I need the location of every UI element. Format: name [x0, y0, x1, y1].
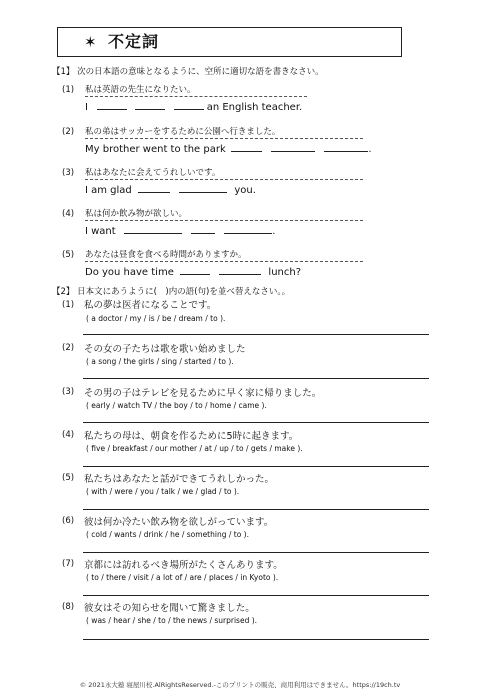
section2-heading: 【2】 日本文にあうように( )内の語(句)を並べ替えなさい。。	[52, 287, 291, 297]
s2-item5-words: ( with / were / you / talk / we / glad / to ).	[86, 487, 240, 496]
s2-item6-japanese: 彼は何か冷たい飲み物を欲しがっています。	[84, 517, 274, 528]
s2-item1-number: (1)	[62, 300, 75, 310]
s2-item1-japanese: 私の夢は医者になることです。	[84, 300, 217, 311]
s1-item5-blank1[interactable]	[180, 265, 210, 275]
s2-item8-answer-line[interactable]	[83, 639, 429, 640]
s2-item4-answer-line[interactable]	[83, 466, 429, 467]
s1-item1-en-before: I	[85, 102, 88, 113]
s2-item4-number: (4)	[62, 430, 75, 440]
s1-item4-number: (4)	[62, 209, 75, 219]
s2-item4-japanese: 私たちの母は、朝食を作るために5時に起きます。	[84, 431, 299, 442]
s2-item3-words: ( early / watch TV / the boy / to / home / came ).	[86, 401, 267, 410]
copyright-footer: © 2021永大塾 寝屋川校.AlRightsReserved.-このプリントの販売、商用利用はできません。https://19ch.tv	[79, 681, 401, 689]
s1-item3-japanese: 私はあなたに会えてうれしいです。	[85, 168, 221, 178]
s2-item1-answer-line[interactable]	[83, 334, 429, 335]
s2-item8-number: (8)	[62, 602, 75, 612]
page-title: 不定詞	[108, 32, 160, 51]
s1-item1-blank2[interactable]	[135, 100, 165, 110]
s1-item3-blank1[interactable]	[138, 183, 170, 193]
s2-item3-answer-line[interactable]	[83, 422, 429, 423]
s2-item6-words: ( cold / wants / drink / he / something / to ).	[86, 530, 249, 539]
star-icon: ✶	[84, 33, 97, 51]
s2-item2-answer-line[interactable]	[83, 378, 429, 379]
s1-item2-blank1[interactable]	[231, 142, 262, 152]
s1-item5-number: (5)	[62, 250, 75, 260]
s1-item5-japanese: あなたは昼食を食べる時間がありますか。	[85, 250, 247, 260]
s1-item1-number: (1)	[62, 85, 75, 95]
s2-item7-answer-line[interactable]	[83, 595, 429, 596]
s1-item1-en-after: an English teacher.	[206, 102, 303, 113]
s1-item1-underline	[85, 96, 307, 97]
s2-item5-japanese: 私たちはあなたと話ができてうれしかった。	[84, 474, 275, 485]
s2-item6-answer-line[interactable]	[83, 552, 429, 553]
s1-item4-en-before: I want	[85, 226, 116, 237]
s2-item7-number: (7)	[62, 559, 75, 569]
s2-item3-number: (3)	[62, 387, 75, 397]
s1-item5-en-before: Do you have time	[85, 267, 174, 278]
s1-item3-en-after: you.	[234, 185, 256, 196]
s1-item2-number: (2)	[62, 127, 75, 137]
s2-item1-words: ( a doctor / my / is / be / dream / to ).	[86, 314, 226, 323]
s1-item1-english	[85, 100, 302, 114]
s2-item4-words: ( five / breakfast / our mother / at / up / to / gets / make ).	[86, 444, 303, 453]
s1-item2-english	[85, 142, 372, 156]
s2-item3-japanese: その男の子はテレビを見るために早く家に帰りました。	[84, 388, 322, 399]
s1-item3-en-before: I am glad	[85, 185, 132, 196]
s1-item5-english	[85, 265, 301, 279]
s1-item2-blank2[interactable]	[271, 142, 315, 152]
s2-item2-japanese: その女の子たちは歌を歌い始めました	[84, 344, 246, 355]
s1-item1-blank3[interactable]	[174, 100, 204, 110]
s1-item4-blank3[interactable]	[224, 224, 272, 234]
s1-item4-blank1[interactable]	[124, 224, 182, 234]
s1-item3-blank2[interactable]	[179, 183, 227, 193]
s1-item4-underline	[85, 220, 363, 221]
s1-item4-english	[85, 224, 275, 238]
s1-item2-blank3[interactable]	[324, 142, 368, 152]
s1-item5-en-after: lunch?	[268, 267, 302, 278]
s2-item2-number: (2)	[62, 343, 75, 353]
s1-item4-japanese: 私は何か飲み物が欲しい。	[85, 209, 188, 219]
s2-item7-words: ( to / there / visit / a lot of / are / places / in Kyoto ).	[86, 573, 279, 582]
s2-item2-words: ( a song / the girls / sing / started / to ).	[86, 357, 234, 366]
s1-item2-japanese: 私の弟はサッカーをするために公園へ行きました。	[85, 127, 281, 137]
s2-item8-japanese: 彼女はその知らせを聞いて驚きました。	[84, 603, 255, 614]
section1-heading: 【1】 次の日本語の意味となるように、空所に適切な語を書きなさい。	[52, 67, 324, 77]
s2-item5-number: (5)	[62, 473, 75, 483]
s1-item3-underline	[85, 179, 363, 180]
s1-item5-blank2[interactable]	[219, 265, 261, 275]
s1-item2-underline	[85, 138, 363, 139]
s1-item1-blank1[interactable]	[97, 100, 127, 110]
s2-item6-number: (6)	[62, 516, 75, 526]
s1-item1-japanese: 私は英語の先生になりたい。	[85, 85, 196, 95]
s1-item5-underline	[85, 261, 363, 262]
s2-item5-answer-line[interactable]	[83, 509, 429, 510]
s1-item4-blank2[interactable]	[191, 224, 215, 234]
s1-item2-en-before: My brother went to the park	[85, 144, 226, 155]
s2-item7-japanese: 京都には訪れるべき場所がたくさんあります。	[84, 560, 283, 571]
worksheet-title-box	[57, 27, 402, 57]
s1-item3-english	[85, 183, 256, 197]
s1-item2-en-after: .	[368, 144, 372, 155]
s2-item8-words: ( was / hear / she / to / the news / surprised ).	[86, 616, 258, 625]
s1-item3-number: (3)	[62, 168, 75, 178]
s1-item4-en-after: .	[272, 226, 276, 237]
